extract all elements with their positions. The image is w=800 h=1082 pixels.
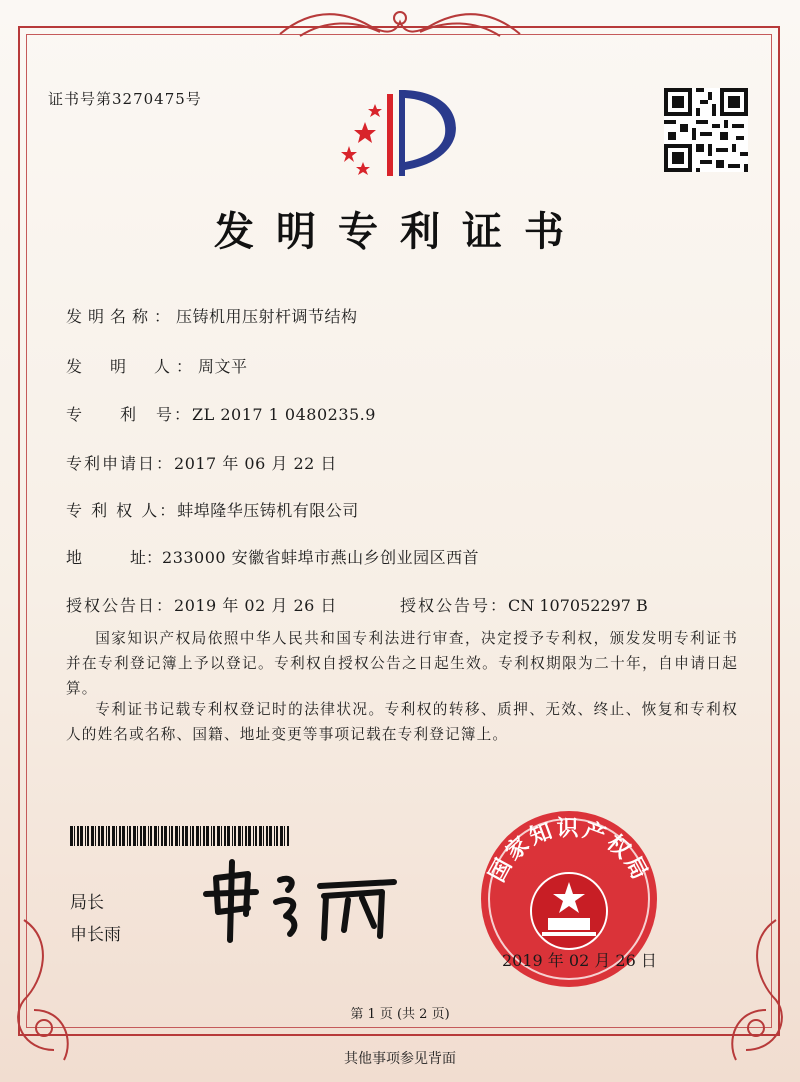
invention-name-row xyxy=(66,304,358,327)
address-label: 地 址： xyxy=(66,548,163,567)
inventor-value: 周文平 xyxy=(198,357,248,376)
invention-name-label: 发明名称： xyxy=(66,307,177,326)
address-row xyxy=(66,545,479,568)
patent-number-value: ZL 2017 1 0480235.9 xyxy=(192,405,376,424)
grant-date-row xyxy=(66,593,337,616)
inventor-label: 发 明 人： xyxy=(66,357,199,376)
seal-text: 国家知识产权局 xyxy=(484,816,654,887)
issue-date: 2019 年 02 月 26 日 xyxy=(502,951,657,970)
page-indicator: 第 1 页 (共 2 页) xyxy=(350,1007,450,1022)
patent-number-label: 专 利 号： xyxy=(66,405,193,424)
director-signature xyxy=(198,856,408,946)
address-value: 233000 安徽省蚌埠市燕山乡创业园区西首 xyxy=(162,548,480,567)
patentee-row xyxy=(66,498,359,521)
top-ornament xyxy=(270,4,530,44)
certificate-number: 证书号第3270475号 xyxy=(48,90,202,108)
filing-date-value: 2017 年 06 月 22 日 xyxy=(174,454,337,473)
qr-code-icon xyxy=(664,88,748,172)
director-title: 局长 xyxy=(70,893,104,913)
barcode-icon xyxy=(70,826,292,846)
certificate-title: 发明专利证书 xyxy=(214,208,586,255)
patentee-value: 蚌埠隆华压铸机有限公司 xyxy=(177,501,359,520)
inventor-row xyxy=(66,354,248,377)
filing-date-row xyxy=(66,451,337,474)
patent-number-row xyxy=(66,402,376,425)
grant-number-label: 授权公告号： xyxy=(400,596,509,615)
grant-date-value: 2019 年 02 月 26 日 xyxy=(174,596,337,615)
body-paragraph-1: 国家知识产权局依照中华人民共和国专利法进行审查，决定授予专利权，颁发发明专利证书并在专利登记簿上予以登记。专利权自授权公告之日起生效。专利权期限为二十年，自申请日起算。 xyxy=(66,630,738,697)
grant-date-label: 授权公告日： xyxy=(66,596,175,615)
invention-name-value: 压铸机用压射杆调节结构 xyxy=(176,307,358,326)
director-name: 申长雨 xyxy=(70,925,121,945)
patent-office-emblem-icon xyxy=(335,84,470,184)
body-paragraph-2: 专利证书记载专利权登记时的法律状况。专利权的转移、质押、无效、终止、恢复和专利权人的姓名或名称、国籍、地址变更等事项记载在专利登记簿上。 xyxy=(66,701,738,743)
footer-note: 其他事项参见背面 xyxy=(344,1051,456,1067)
grant-number-row xyxy=(400,593,648,616)
grant-number-value: CN 107052297 B xyxy=(508,596,648,615)
patentee-label: 专 利 权 人： xyxy=(66,501,178,520)
filing-date-label: 专利申请日： xyxy=(66,454,175,473)
